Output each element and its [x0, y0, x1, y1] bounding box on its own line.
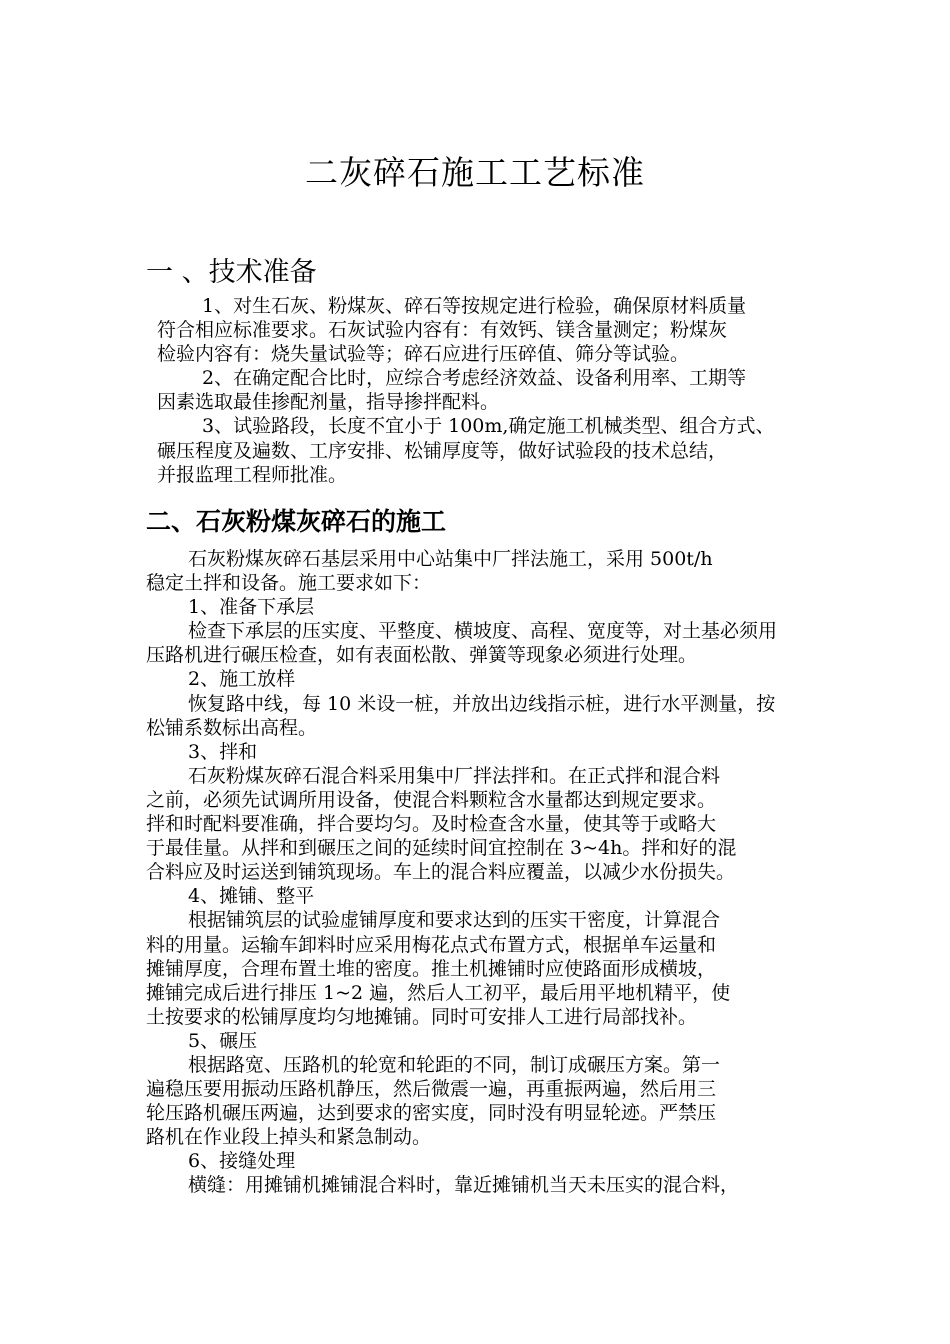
text-line: 拌和时配料要准确，拌合要均匀。及时检查含水量，使其等于或略大 — [146, 813, 717, 836]
subheading-prepare-base: 1、准备下承层 — [188, 596, 315, 619]
text-line: 摊铺完成后进行排压 1~2 遍，然后人工初平，最后用平地机精平，使 — [146, 981, 731, 1004]
text-line: 横缝：用摊铺机摊铺混合料时，靠近摊铺机当天未压实的混合料， — [188, 1174, 740, 1197]
subheading-spreading: 4、摊铺、整平 — [188, 885, 315, 908]
text-line: 土按要求的松铺厚度均匀地摊铺。同时可安排人工进行局部找补。 — [146, 1005, 698, 1028]
text-line: 于最佳量。从拌和到碾压之间的延续时间宜控制在 3~4h。拌和好的混 — [146, 837, 737, 860]
text-line: 稳定土拌和设备。施工要求如下： — [146, 572, 432, 595]
section-heading-technical-preparation: 一 、技术准备 — [146, 257, 317, 288]
text-line: 根据铺筑层的试验虚铺厚度和要求达到的压实干密度，计算混合 — [188, 909, 721, 932]
text-line: 松铺系数标出高程。 — [146, 716, 318, 739]
text-line: 检查下承层的压实度、平整度、横坡度、高程、宽度等，对土基必须用 — [188, 620, 778, 643]
text-line: 因素选取最佳掺配剂量，指导掺拌配料。 — [157, 391, 500, 414]
text-line: 合料应及时运送到铺筑现场。车上的混合料应覆盖，以减少水份损失。 — [146, 861, 736, 884]
text-line: 石灰粉煤灰碎石基层采用中心站集中厂拌法施工，采用 500t/h — [188, 548, 713, 570]
text-line: 料的用量。运输车卸料时应采用梅花点式布置方式，根据单车运量和 — [146, 933, 717, 956]
text-line: 2、在确定配合比时，应综合考虑经济效益、设备利用率、工期等 — [202, 367, 747, 390]
text-line: 3、试验路段，长度不宜小于 100m,确定施工机械类型、组合方式、 — [202, 415, 775, 438]
text-line: 石灰粉煤灰碎石混合料采用集中厂拌法拌和。在正式拌和混合料 — [188, 764, 721, 787]
text-line: 恢复路中线，每 10 米设一桩，并放出边线指示桩，进行水平测量，按 — [188, 692, 776, 715]
document-title: 二灰碎石施工工艺标准 — [305, 153, 645, 192]
subheading-survey-layout: 2、施工放样 — [188, 668, 296, 691]
section-body-construction — [0, 547, 778, 1198]
section-heading-construction: 二、石灰粉煤灰碎石的施工 — [146, 507, 447, 536]
text-line: 并报监理工程师批准。 — [157, 463, 348, 486]
text-line: 轮压路机碾压两遍，达到要求的密实度，同时没有明显轮迹。严禁压 — [146, 1102, 717, 1125]
text-line: 遍稳压要用振动压路机静压，然后微震一遍，再重振两遍，然后用三 — [146, 1078, 717, 1101]
text-line: 摊铺厚度，合理布置土堆的密度。推土机摊铺时应使路面形成横坡， — [146, 957, 717, 980]
text-line: 碾压程度及遍数、工序安排、松铺厚度等，做好试验段的技术总结， — [157, 439, 728, 462]
text-line: 检验内容有：烧失量试验等；碎石应进行压碎值、筛分等试验。 — [157, 343, 690, 366]
text-line: 路机在作业段上掉头和紧急制动。 — [146, 1126, 432, 1149]
subheading-joint-treatment: 6、接缝处理 — [188, 1150, 296, 1173]
text-line: 根据路宽、压路机的轮宽和轮距的不同，制订成碾压方案。第一 — [188, 1053, 721, 1076]
subheading-mixing: 3、拌和 — [188, 740, 258, 763]
subheading-compaction: 5、碾压 — [188, 1029, 258, 1052]
text-line: 符合相应标准要求。石灰试验内容有：有效钙、镁含量测定；粉煤灰 — [157, 319, 728, 342]
text-line: 压路机进行碾压检查，如有表面松散、弹簧等现象必须进行处理。 — [146, 644, 698, 667]
section-body-technical-preparation — [0, 294, 775, 487]
text-line: 1、对生石灰、粉煤灰、碎石等按规定进行检验，确保原材料质量 — [202, 295, 747, 317]
text-line: 之前，必须先试调所用设备，使混合料颗粒含水量都达到规定要求。 — [146, 788, 717, 811]
